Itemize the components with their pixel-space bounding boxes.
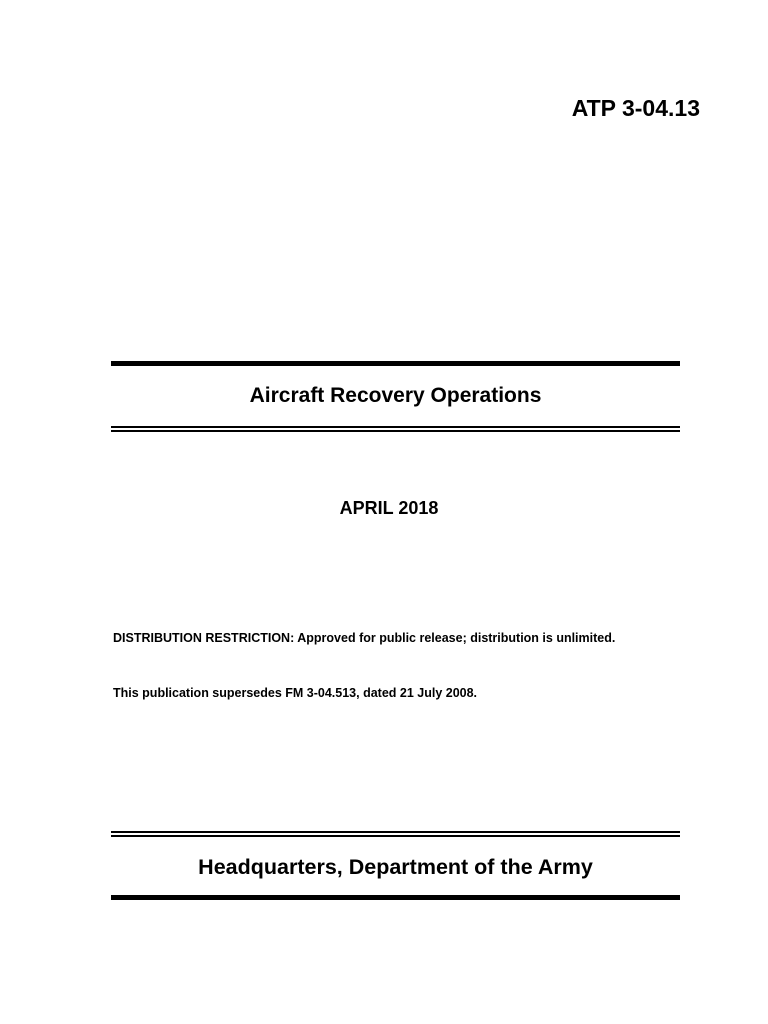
publication-number: ATP 3-04.13: [571, 95, 700, 121]
title-top-rule: [111, 361, 680, 366]
title-bottom-rule-lower: [111, 430, 680, 432]
supersedes-notice: This publication supersedes FM 3-04.513, dated 21 July 2008.: [113, 686, 478, 700]
footer-top-rule-lower: [111, 835, 680, 837]
issuing-authority: Headquarters, Department of the Army: [198, 855, 593, 879]
footer-top-rule-upper: [111, 831, 680, 833]
document-title: Aircraft Recovery Operations: [249, 384, 542, 407]
publication-date: APRIL 2018: [339, 498, 439, 518]
distribution-restriction: DISTRIBUTION RESTRICTION: Approved for public release; distribution is unlimited.: [113, 631, 616, 645]
title-bottom-rule-upper: [111, 426, 680, 428]
footer-bottom-rule: [111, 895, 680, 900]
